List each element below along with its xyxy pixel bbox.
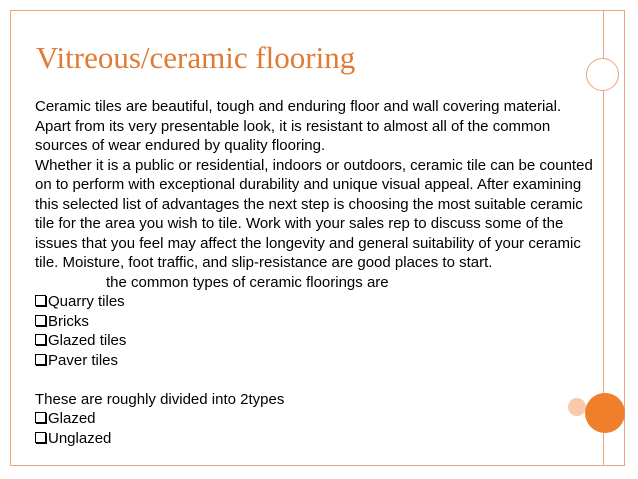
checkbox-bullet-icon <box>35 412 46 423</box>
checkbox-bullet-icon <box>35 295 46 306</box>
list-item: Glazed <box>35 409 595 429</box>
checkbox-bullet-icon <box>35 334 46 345</box>
division-intro: These are roughly divided into 2types <box>35 390 285 408</box>
slide-title: Vitreous/ceramic flooring <box>36 40 356 75</box>
decor-circle-outline <box>586 58 619 91</box>
list-item: Unglazed <box>35 429 595 449</box>
paragraph-advantages: Whether it is a public or residential, indoors or outdoors, ceramic tile can be counted on to perform with exceptional durability and unique visual appeal. After examining this selected list of advantages the next step is choosing the most suitable ceramic tile for the area you wish to tile. Work with your sales rep to discuss some of the issues that you feel may affect the longevity and general suitability of your ceramic tile. Moisture, foot traffic, and slip-resistance are good places to start. <box>35 156 593 271</box>
list-item: Glazed tiles <box>35 331 595 351</box>
paragraph-intro: Ceramic tiles are beautiful, tough and enduring floor and wall covering material. Apart from its very presentable look, it is resistant to almost all of the common sources of wear endured by quality flooring. <box>35 98 562 154</box>
spacer <box>35 370 595 390</box>
list-item: Quarry tiles <box>35 292 595 312</box>
list-item: Bricks <box>35 312 595 332</box>
types-intro: the common types of ceramic floorings are <box>106 273 389 291</box>
slide-body <box>35 97 595 448</box>
checkbox-bullet-icon <box>35 315 46 326</box>
list-item: Paver tiles <box>35 351 595 371</box>
checkbox-bullet-icon <box>35 432 46 443</box>
checkbox-bullet-icon <box>35 354 46 365</box>
